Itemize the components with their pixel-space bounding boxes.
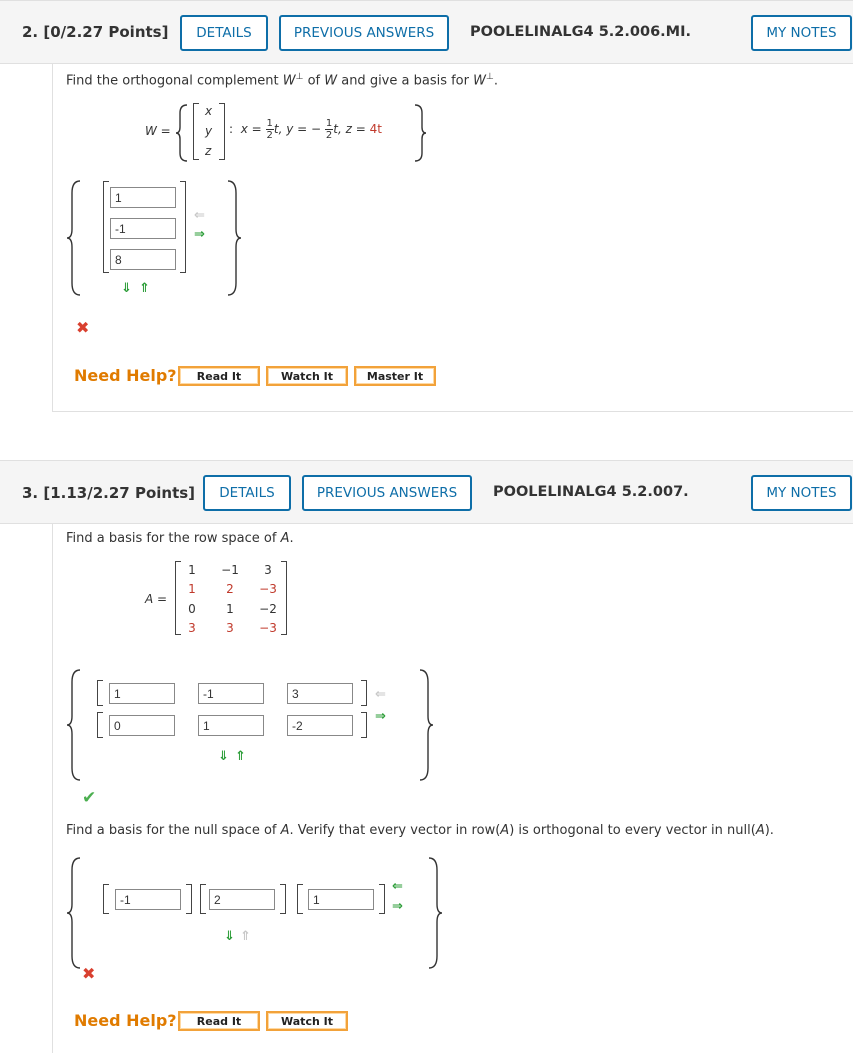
q2-answer-field-2[interactable] (110, 218, 176, 239)
q2-add-row-icon[interactable]: ⇓ (121, 281, 132, 296)
a-cell: 3 (188, 621, 196, 635)
w-vector-left-bracket (193, 103, 199, 160)
q3-row2-right-bracket (361, 712, 367, 738)
q2-answer-field-3[interactable] (110, 249, 176, 270)
a-cell: 3 (264, 563, 272, 577)
q3-null-field-2[interactable] (209, 889, 275, 910)
q3-read-it-button[interactable]: Read It (178, 1011, 260, 1031)
q3-correct-icon: ✔ (82, 788, 97, 808)
q3-details-button[interactable]: DETAILS (203, 475, 291, 511)
q3-null3-left-bracket (297, 884, 303, 914)
q3-need-help-label: Need Help? (74, 1011, 177, 1030)
q3-row2-field-3[interactable] (287, 715, 353, 736)
w-condition: : x = $\frac{1}{2}$ t, y = − $\frac{1}{2}$ t, z = 4t (229, 118, 382, 141)
q3-null-remove-row-icon[interactable]: ⇑ (240, 929, 251, 944)
w-label: W = (145, 124, 171, 138)
q3-row-right-brace (418, 668, 434, 782)
q3-number: 3. [1.13/2.27 Points] (22, 484, 196, 502)
q2-read-it-button[interactable]: Read It (178, 366, 260, 386)
a-cell: 1 (188, 582, 196, 596)
q2-remove-row-icon[interactable]: ⇑ (139, 281, 150, 296)
q2-incorrect-icon: ✖ (76, 318, 90, 337)
q2-previous-answers-button[interactable]: PREVIOUS ANSWERS (279, 15, 449, 51)
q3-previous-answers-button[interactable]: PREVIOUS ANSWERS (302, 475, 472, 511)
w-right-brace (413, 103, 427, 163)
q3-null-field-1[interactable] (115, 889, 181, 910)
w-vector-x: x (205, 104, 213, 118)
q3-null1-left-bracket (103, 884, 109, 914)
q3-reference: POOLELINALG4 5.2.007. (493, 484, 689, 500)
a-cell: 3 (226, 621, 234, 635)
q2-reference: POOLELINALG4 5.2.006.MI. (470, 24, 691, 40)
q3-null-remove-vector-icon[interactable]: ⇐ (392, 879, 403, 894)
q3-row-remove-vector-icon[interactable]: ⇐ (375, 687, 386, 702)
a-cell: −3 (259, 582, 277, 596)
a-matrix-right-bracket (281, 561, 287, 635)
q3-null-add-row-icon[interactable]: ⇓ (224, 929, 235, 944)
q3-null-space-prompt: Find a basis for the null space of A. Verify that every vector in row(A) is orthogonal to every vector in null(A). (66, 823, 774, 838)
q2-vector-left-bracket (103, 181, 109, 273)
a-cell: −2 (259, 602, 277, 616)
q2-add-vector-icon[interactable]: ⇒ (194, 227, 205, 242)
q2-answer-left-brace (66, 179, 82, 297)
q3-row2-field-2[interactable] (198, 715, 264, 736)
q3-row-left-brace (66, 668, 82, 782)
q3-row1-field-1[interactable] (109, 683, 175, 704)
q3-row-remove-row-icon[interactable]: ⇑ (235, 749, 246, 764)
q2-my-notes-button[interactable]: MY NOTES (751, 15, 852, 51)
a-label: A = (145, 592, 168, 606)
q2-answer-field-1[interactable] (110, 187, 176, 208)
a-cell: 1 (188, 563, 196, 577)
q3-row2-field-1[interactable] (109, 715, 175, 736)
w-vector-y: y (205, 124, 213, 138)
q3-null-field-3[interactable] (308, 889, 374, 910)
a-cell: 0 (188, 602, 196, 616)
q2-prompt: Find the orthogonal complement W⊥ of W and give a basis for W⊥. (66, 72, 498, 89)
q2-remove-vector-icon[interactable]: ⇐ (194, 208, 205, 223)
q3-row2-left-bracket (97, 712, 103, 738)
q3-row-add-vector-icon[interactable]: ⇒ (375, 709, 386, 724)
q2-details-button[interactable]: DETAILS (180, 15, 268, 51)
q2-vector-right-bracket (180, 181, 186, 273)
a-cell: 2 (226, 582, 234, 596)
q2-answer-right-brace (226, 179, 242, 297)
q3-watch-it-button[interactable]: Watch It (266, 1011, 348, 1031)
q3-null-left-brace (66, 856, 82, 970)
q3-null1-right-bracket (186, 884, 192, 914)
a-cell: 1 (226, 602, 234, 616)
q3-row-add-row-icon[interactable]: ⇓ (218, 749, 229, 764)
q2-watch-it-button[interactable]: Watch It (266, 366, 348, 386)
q3-row-space-prompt: Find a basis for the row space of A. (66, 531, 294, 546)
q2-master-it-button[interactable]: Master It (354, 366, 436, 386)
w-vector-z: z (205, 144, 212, 158)
q3-null-add-vector-icon[interactable]: ⇒ (392, 899, 403, 914)
w-vector-right-bracket (219, 103, 225, 160)
w-left-brace (175, 103, 189, 163)
q3-row1-field-2[interactable] (198, 683, 264, 704)
q3-row1-right-bracket (361, 680, 367, 706)
q3-null2-right-bracket (280, 884, 286, 914)
a-cell: −1 (221, 563, 239, 577)
q3-row1-left-bracket (97, 680, 103, 706)
q2-number: 2. [0/2.27 Points] (22, 23, 169, 41)
q3-my-notes-button[interactable]: MY NOTES (751, 475, 852, 511)
a-cell: −3 (259, 621, 277, 635)
q3-row1-field-3[interactable] (287, 683, 353, 704)
q3-null3-right-bracket (379, 884, 385, 914)
q3-null-right-brace (427, 856, 443, 970)
q2-need-help-label: Need Help? (74, 366, 177, 385)
q3-null2-left-bracket (200, 884, 206, 914)
q3-incorrect-icon: ✖ (82, 964, 96, 983)
q3-body (52, 524, 853, 1053)
